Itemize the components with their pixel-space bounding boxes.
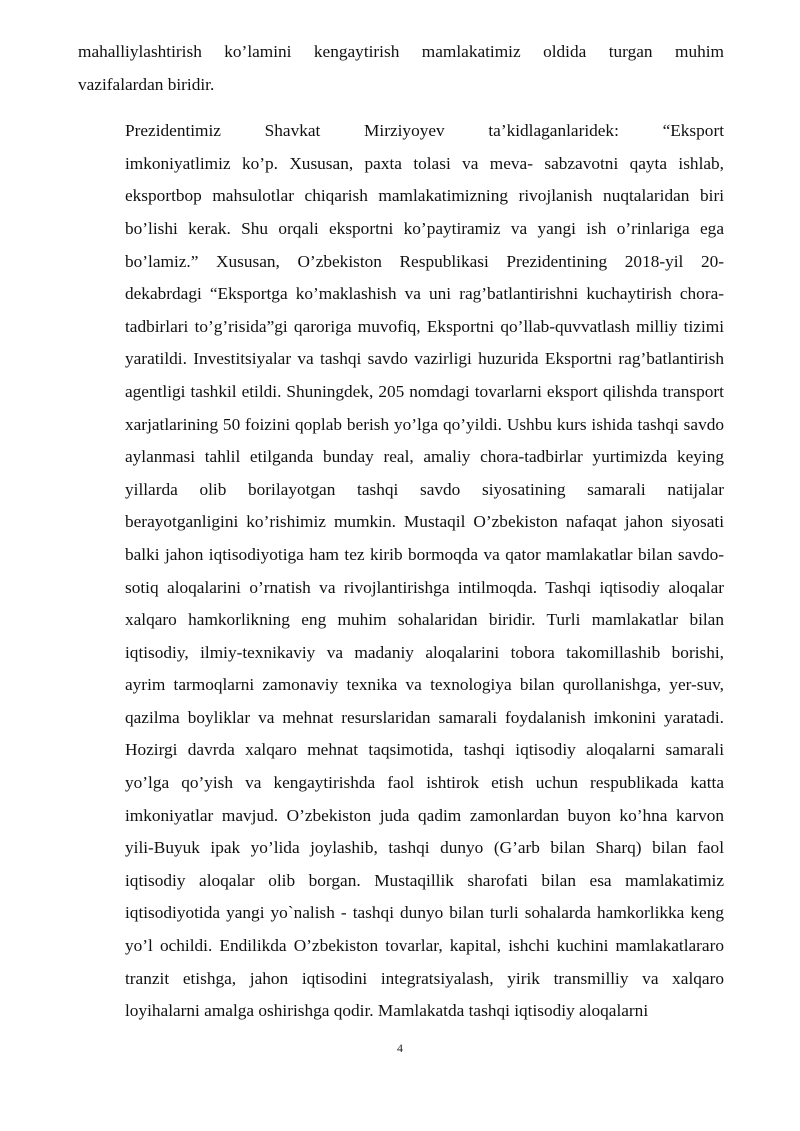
page-number: 4 bbox=[397, 1041, 403, 1055]
paragraph-2-line: yo’l ochildi. Endilikda O’zbekiston tovarlar, kapital, ishchi kuchini mamlakatlararo bbox=[125, 936, 724, 956]
paragraph-2-line: dekabrdagi “Eksportga ko’maklashish va uni rag’batlantirishni kuchaytirish chora- bbox=[125, 284, 724, 304]
paragraph-2-line: ayrim tarmoqlarni zamonaviy texnika va texnologiya bilan qurollanishga, yer-suv, bbox=[125, 675, 724, 695]
paragraph-2-line: balki jahon iqtisodiyotiga ham tez kirib bormoqda va qator mamlakatlar bilan savdo- bbox=[125, 544, 724, 564]
paragraph-2-line: iqtisodiy, ilmiy-texnikaviy va madaniy aloqalarini tobora takomillashib borishi, bbox=[125, 642, 724, 662]
paragraph-2-line: yillarda olib borilayotgan tashqi savdo siyosatining samarali natijalar bbox=[125, 479, 724, 499]
paragraph-2-line: yo’lga qo’yish va kengaytirishda faol ishtirok etish uchun respublikada katta bbox=[125, 773, 724, 793]
paragraph-2-line: xalqaro hamkorlikning eng muhim sohalaridan biridir. Turli mamlakatlar bilan bbox=[125, 610, 724, 630]
paragraph-2-line: bo’lishi kerak. Shu orqali eksportni ko’paytiramiz va yangi ish o’rinlariga ega bbox=[125, 218, 724, 238]
paragraph-intro-continuation bbox=[78, 36, 724, 101]
paragraph-2-line: Hozirgi davrda xalqaro mehnat taqsimotida, tashqi iqtisodiy aloqalarni samarali bbox=[125, 740, 724, 760]
paragraph-2-line: Prezidentimiz Shavkat Mirziyoyev ta’kidlaganlaridek: “Eksport bbox=[125, 121, 724, 141]
paragraph-2-line: imkoniyatlimiz ko’p. Xususan, paxta tolasi va meva- sabzavotni qayta ishlab, bbox=[125, 153, 724, 173]
paragraph-1-line: vazifalardan biridir. bbox=[78, 74, 215, 94]
paragraph-2-line: yili-Buyuk ipak yo’lida joylashib, tashqi dunyo (G’arb bilan Sharq) bilan faol bbox=[125, 838, 724, 858]
paragraph-2-line: imkoniyatlar mavjud. O’zbekiston juda qadim zamonlardan buyon ko’hna karvon bbox=[125, 805, 724, 825]
paragraph-2-line: aylanmasi tahlil etilganda bunday real, amaliy chora-tadbirlar yurtimizda keying bbox=[125, 447, 724, 467]
paragraph-2-line: tadbirlari to’g’risida”gi qaroriga muvofiq, Eksportni qo’llab-quvvatlash milliy tizimi bbox=[125, 316, 724, 336]
paragraph-2-line: eksportbop mahsulotlar chiqarish mamlakatimizning rivojlanish nuqtalaridan biri bbox=[125, 186, 724, 206]
paragraph-2-line: tranzit etishga, jahon iqtisodini integratsiyalash, yirik transmilliy va xalqaro bbox=[125, 968, 724, 988]
document-page bbox=[78, 36, 724, 1028]
paragraph-2-line: yaratildi. Investitsiyalar va tashqi savdo vazirligi huzurida Eksportni rag’batlantirish bbox=[125, 349, 724, 369]
paragraph-2-line: iqtisodiyotida yangi yo`nalish - tashqi dunyo bilan turli sohalarda hamkorlikka keng bbox=[125, 903, 724, 923]
paragraph-2-line: iqtisodiy aloqalar olib borgan. Mustaqillik sharofati bilan esa mamlakatimiz bbox=[125, 870, 724, 890]
paragraph-2-line: berayotganligini ko’rishimiz mumkin. Mustaqil O’zbekiston nafaqat jahon siyosati bbox=[125, 512, 724, 532]
paragraph-2-line: qazilma boyliklar va mehnat resurslaridan samarali foydalanish imkonini yaratadi. bbox=[125, 707, 724, 727]
paragraph-2-line: bo’lamiz.” Xususan, O’zbekiston Respublikasi Prezidentining 2018-yil 20- bbox=[125, 251, 724, 271]
paragraph-export-policy bbox=[78, 115, 724, 1028]
paragraph-2-line: sotiq aloqalarini o’rnatish va rivojlantirishga intilmoqda. Tashqi iqtisodiy aloqalar bbox=[125, 577, 724, 597]
paragraph-2-line: xarjatlarining 50 foizini qoplab berish yo’lga qo’yildi. Ushbu kurs ishida tashqi savdo bbox=[125, 414, 724, 434]
paragraph-1-line: mahalliylashtirish ko’lamini kengaytirish mamlakatimiz oldida turgan muhim bbox=[78, 42, 724, 61]
paragraph-2-line: loyihalarni amalga oshirishga qodir. Mamlakatda tashqi iqtisodiy aloqalarni bbox=[125, 1001, 649, 1021]
paragraph-2-line: agentligi tashkil etildi. Shuningdek, 205 nomdagi tovarlarni eksport qilishda transport bbox=[125, 381, 724, 401]
